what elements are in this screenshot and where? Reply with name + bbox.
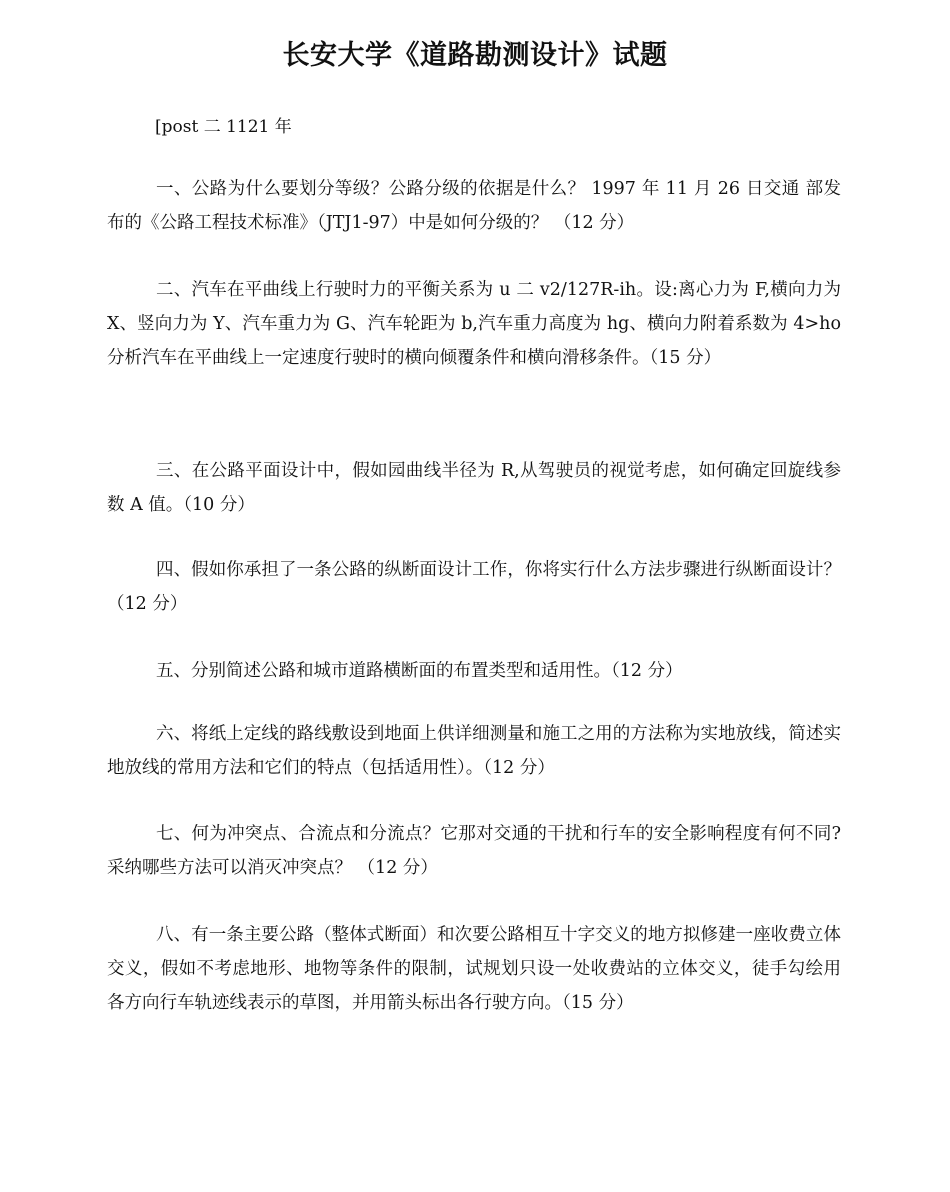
question-4: 四、假如你承担了一条公路的纵断面设计工作，你将实行什么方法步骤进行纵断面设计？（12 分） bbox=[107, 560, 841, 614]
question-2: 二、汽车在平曲线上行驶时力的平衡关系为 u 二 v2/127R-ih。设:离心力为 F,横向力为 X、竖向力为 Y、汽车重力为 G、汽车轮距为 b,汽车重力高度为 hg、横向力附着系数为 4>ho 分析汽车在平曲线上一定速度行驶时的横向倾覆条件和横向滑移条件。（15 分） bbox=[107, 280, 841, 368]
question-8: 八、有一条主要公路（整体式断面）和次要公路相互十字交义的地方拟修建一座收费立体交义，假如不考虑地形、地物等条件的限制，试规划只设一处收费站的立体交义，徒手勾绘用各方向行车轨迹线表示的草图，并用箭头标出各行驶方向。（15 分） bbox=[107, 925, 841, 1013]
question-6: 六、将纸上定线的路线敷设到地面上供详细测量和施工之用的方法称为实地放线，简述实地放线的常用方法和它们的特点（包括适用性）。（12 分） bbox=[107, 724, 841, 778]
question-5: 五、分别简述公路和城市道路横断面的布置类型和适用性。（12 分） bbox=[156, 661, 683, 681]
question-7: 七、何为冲突点、合流点和分流点？它那对交通的干扰和行车的安全影响程度有何不同?采纳哪些方法可以消灭冲突点？ （12 分） bbox=[107, 824, 841, 878]
question-1: 一、公路为什么要划分等级？公路分级的依据是什么？ 1997 年 11 月 26 日交通 部发布的《公路工程技术标准》（JTJ1-97）中是如何分级的？ （12 分） bbox=[107, 179, 841, 233]
question-3: 三、在公路平面设计中，假如园曲线半径为 R,从驾驶员的视觉考虑，如何确定回旋线参数 A 值。（10 分） bbox=[107, 461, 841, 515]
page-title: 长安大学《道路勘测设计》试题 bbox=[282, 40, 668, 71]
exam-date-line: [post 二 1121 年 bbox=[155, 117, 292, 137]
